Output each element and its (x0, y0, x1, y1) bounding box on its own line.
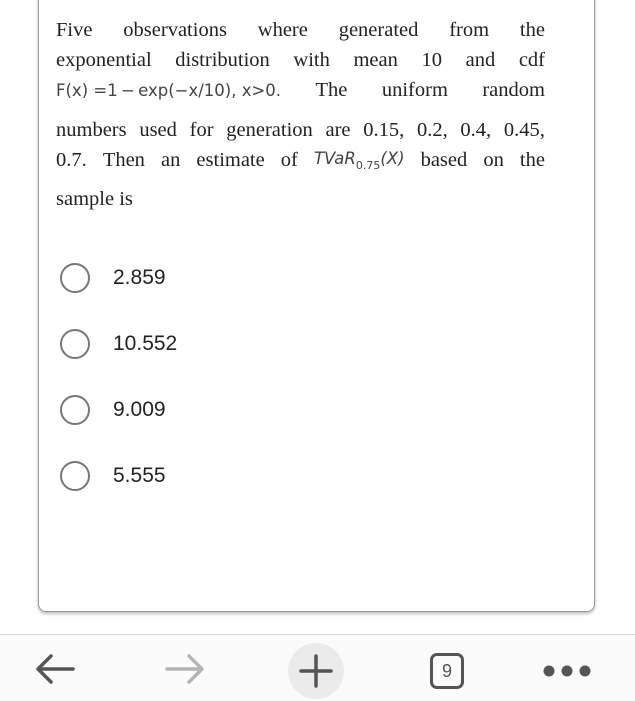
tab-count: 9 (441, 660, 452, 681)
word: and (465, 48, 496, 71)
word: are (325, 118, 351, 141)
answer-option-2[interactable] (60, 327, 177, 361)
word: for (189, 118, 214, 141)
word: used (139, 118, 177, 141)
word: where (257, 18, 308, 41)
word: with (293, 48, 330, 71)
word: random (482, 78, 545, 101)
word: estimate (196, 148, 265, 171)
more-dots-icon (542, 664, 592, 678)
word: 0.45, (503, 118, 545, 141)
word: The (315, 78, 348, 101)
question-line-2 (56, 45, 545, 75)
question-line-3 (56, 75, 545, 105)
question-line-1 (56, 15, 545, 45)
word: 0.2, (416, 118, 448, 141)
question-line-6 (56, 184, 545, 214)
plus-icon (298, 653, 334, 689)
question-line-5 (56, 145, 545, 175)
new-tab-button[interactable] (288, 643, 344, 699)
radio-button[interactable] (60, 461, 90, 491)
tabs-button[interactable] (430, 653, 464, 689)
word: generated (338, 18, 419, 41)
option-label: 9.009 (113, 398, 166, 421)
radio-button[interactable] (60, 263, 90, 293)
question-card (38, 0, 595, 612)
option-label: 10.552 (113, 332, 178, 355)
tvar-argument: (X) (380, 148, 405, 168)
word: sample is (56, 187, 133, 210)
word: from (449, 18, 490, 41)
word: numbers (56, 118, 127, 141)
option-label: 2.859 (113, 266, 166, 289)
word: on (483, 148, 504, 171)
word: Then (102, 148, 145, 171)
answer-option-1[interactable] (60, 261, 166, 295)
word: Five (56, 18, 93, 41)
word: observations (123, 18, 227, 41)
cdf-formula: F(x) =1 − exp(−x/10), x>0. (56, 80, 282, 100)
tvar-symbol: TVaR (313, 148, 356, 168)
back-button[interactable] (30, 649, 80, 689)
option-label: 5.555 (113, 464, 166, 487)
tvar-subscript: 0.75 (355, 158, 381, 172)
word: the (519, 18, 545, 41)
word: of (280, 148, 298, 171)
answer-option-3[interactable] (60, 393, 166, 427)
answer-option-4[interactable] (60, 459, 166, 493)
arrow-right-icon (163, 652, 207, 686)
word: 0.7. (56, 148, 87, 171)
word: exponential (56, 48, 152, 71)
tvar-expression (314, 149, 405, 172)
arrow-left-icon (33, 652, 77, 686)
question-line-4 (56, 115, 545, 145)
word: mean (353, 48, 398, 71)
word: an (161, 148, 181, 171)
forward-button[interactable] (160, 649, 210, 689)
word: 0.15, (363, 118, 405, 141)
question-text (56, 15, 545, 214)
word: uniform (381, 78, 448, 101)
word: generation (226, 118, 313, 141)
radio-button[interactable] (60, 395, 90, 425)
word: distribution (175, 48, 270, 71)
word: based (420, 148, 468, 171)
browser-toolbar (0, 634, 635, 701)
word: 10 (421, 48, 442, 71)
word: the (519, 148, 545, 171)
menu-button[interactable] (540, 657, 594, 685)
word: cdf (518, 48, 545, 71)
radio-button[interactable] (60, 329, 90, 359)
word: 0.4, (460, 118, 492, 141)
